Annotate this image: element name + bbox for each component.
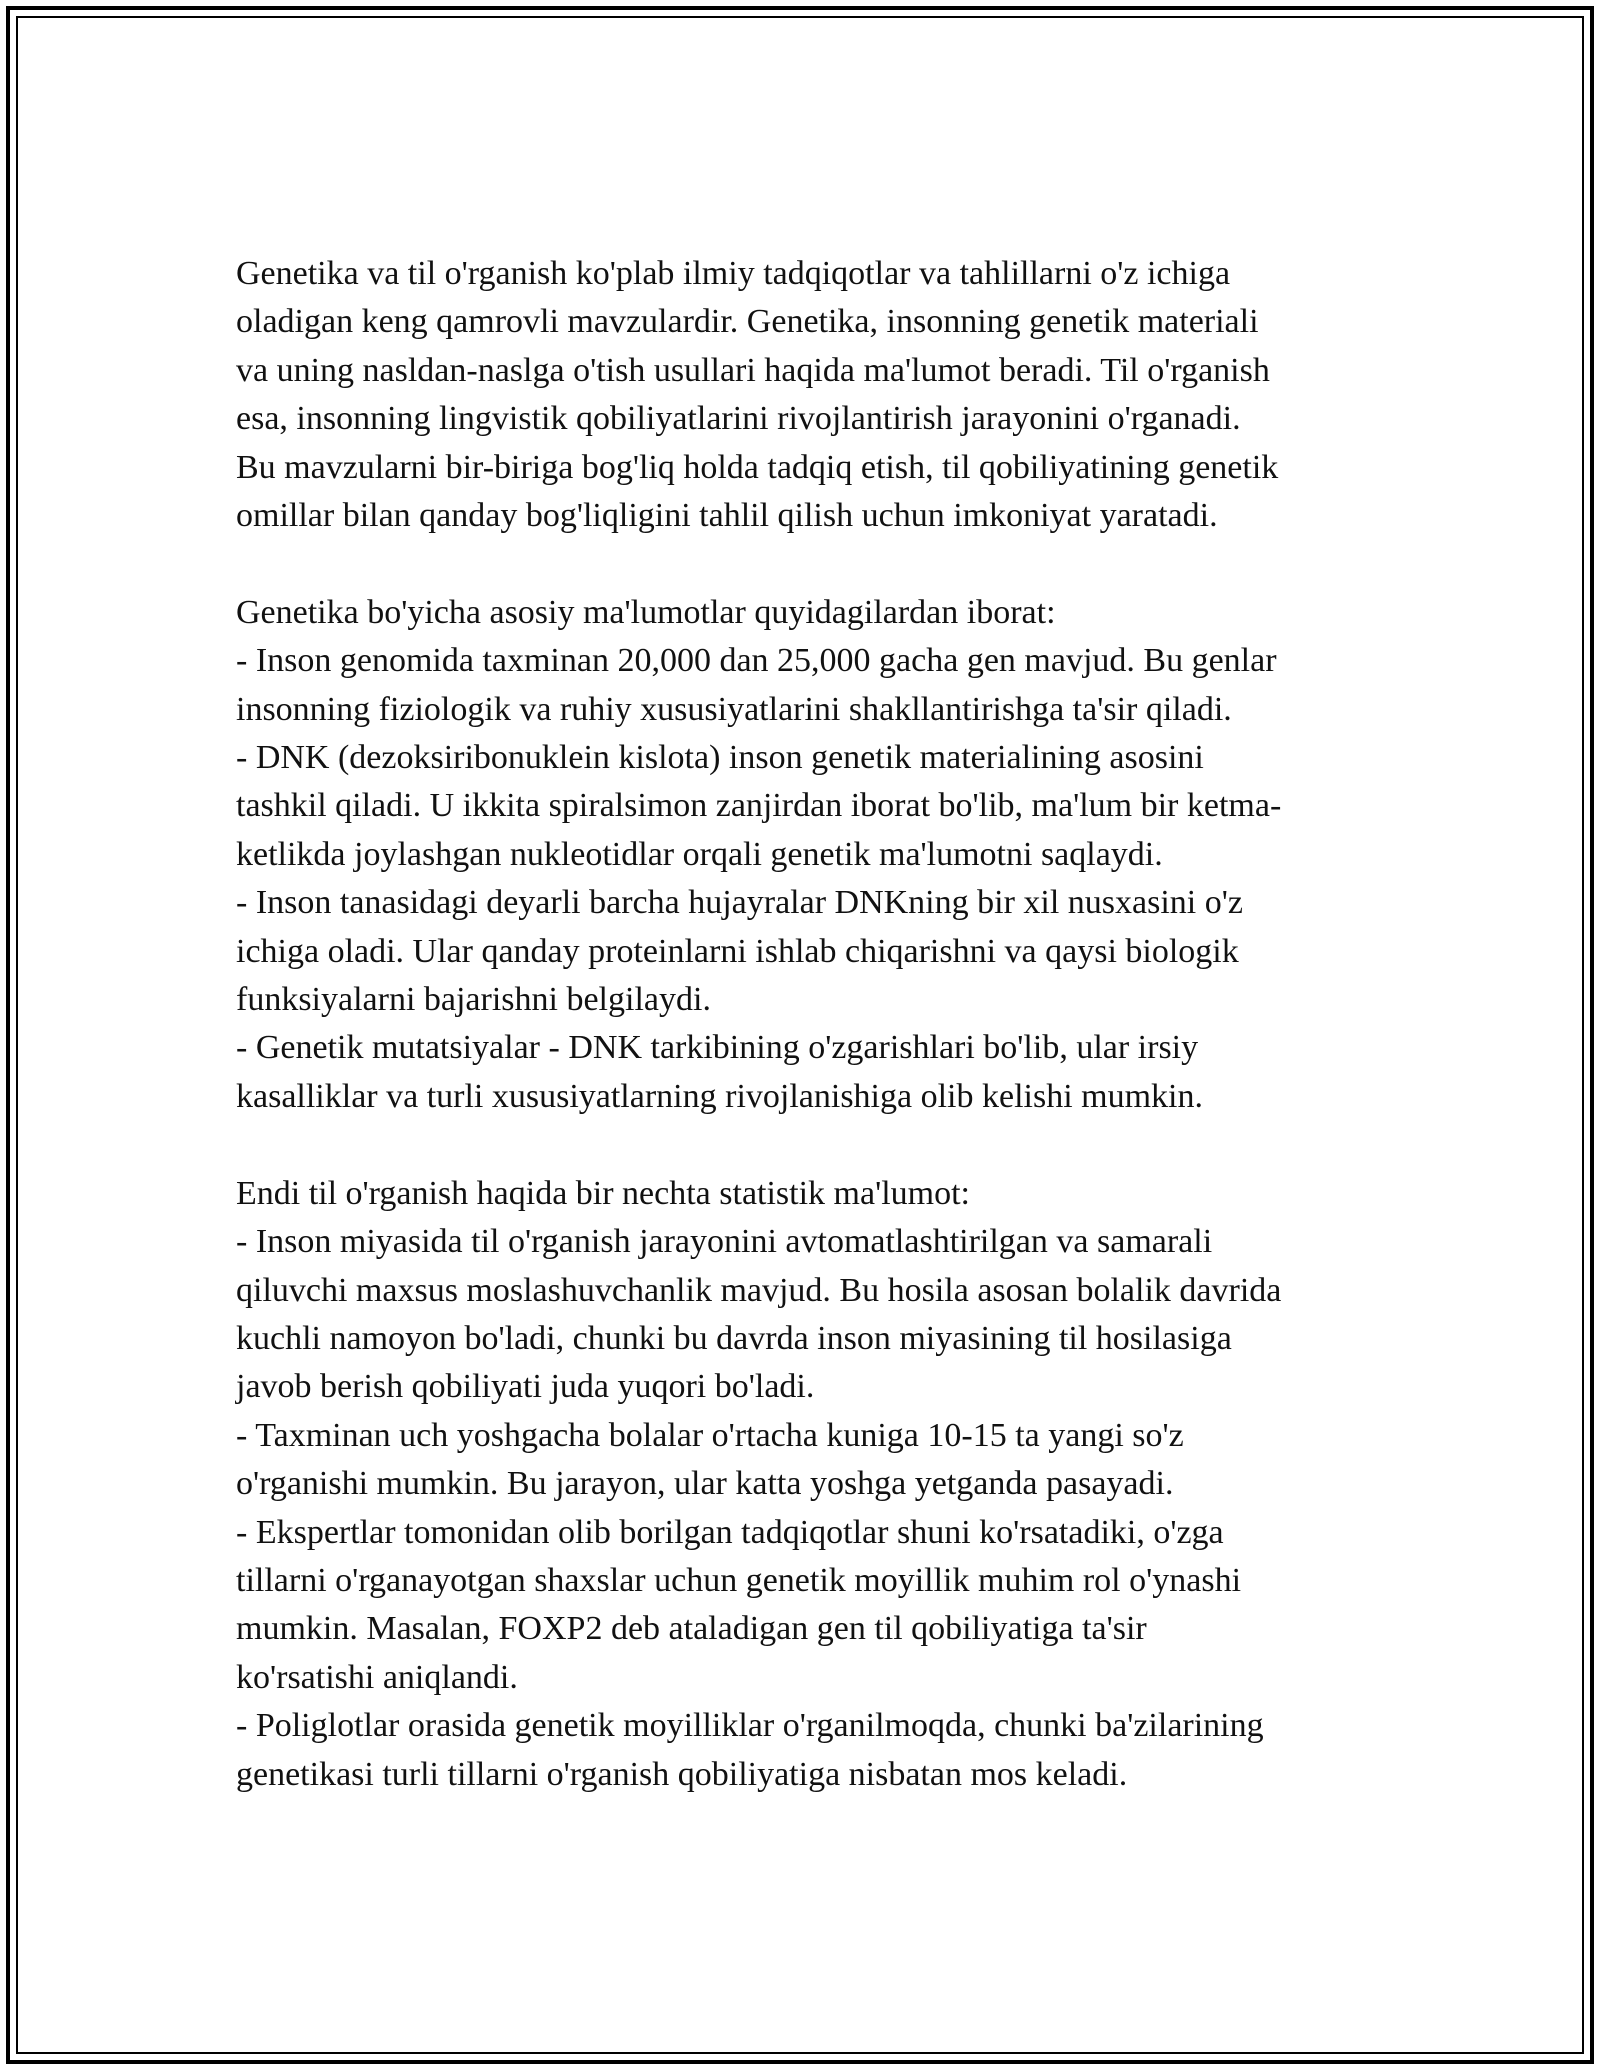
text-line: - Ekspertlar tomonidan olib borilgan tadqiqotlar shuni ko'rsatadiki, o'zga [236,1513,1224,1551]
text-line: insonning fiziologik va ruhiy xususiyatlarini shakllantirishga ta'sir qiladi. [236,690,1232,728]
text-line: - Taxminan uch yoshgacha bolalar o'rtacha kuniga 10-15 ta yangi so'z [236,1416,1184,1454]
text-line: mumkin. Masalan, FOXP2 deb ataladigan gen til qobiliyatiga ta'sir [236,1610,1147,1648]
document-body [236,250,1386,1799]
text-line: kuchli namoyon bo'ladi, chunki bu davrda inson miyasining til hosilasiga [236,1319,1232,1357]
intro-paragraph [236,250,1386,540]
text-line: - Inson miyasida til o'rganish jarayonini avtomatlashtirilgan va samarali [236,1223,1213,1261]
text-line: Bu mavzularni bir-biriga bog'liq holda tadqiq etish, til qobiliyatining genetik [236,448,1279,486]
text-line: - Poliglotlar orasida genetik moyilliklar o'rganilmoqda, chunki ba'zilarining [236,1707,1264,1745]
text-line: va uning nasldan-naslga o'tish usullari haqida ma'lumot beradi. Til o'rganish [236,351,1270,389]
section-heading: Endi til o'rganish haqida bir nechta statistik ma'lumot: [236,1174,971,1212]
text-line: - Inson tanasidagi deyarli barcha hujayralar DNKning bir xil nusxasini o'z [236,884,1243,922]
text-line: - Inson genomida taxminan 20,000 dan 25,000 gacha gen mavjud. Bu genlar [236,642,1277,680]
text-line: oladigan keng qamrovli mavzulardir. Genetika, insonning genetik materiali [236,303,1259,341]
genetics-section [236,589,1386,1121]
paragraph-spacer [236,1121,1386,1169]
text-line: ko'rsatishi aniqlandi. [236,1658,518,1696]
text-line: tashkil qiladi. U ikkita spiralsimon zanjirdan iborat bo'lib, ma'lum bir ketma- [236,787,1282,825]
text-line: - Genetik mutatsiyalar - DNK tarkibining o'zgarishlari bo'lib, ular irsiy [236,1029,1199,1067]
paragraph-spacer [236,540,1386,588]
text-line: Genetika va til o'rganish ko'plab ilmiy tadqiqotlar va tahlillarni o'z ichiga [236,255,1231,292]
text-line: javob berish qobiliyati juda yuqori bo'ladi. [236,1368,815,1406]
text-line: qiluvchi maxsus moslashuvchanlik mavjud. Bu hosila asosan bolalik davrida [236,1271,1282,1309]
text-line: omillar bilan qanday bog'liqligini tahlil qilish uchun imkoniyat yaratadi. [236,497,1218,535]
language-learning-section [236,1170,1386,1799]
text-line: - DNK (dezoksiribonuklein kislota) inson genetik materialining asosini [236,739,1204,777]
section-heading: Genetika bo'yicha asosiy ma'lumotlar quyidagilardan iborat: [236,593,1056,631]
text-line: kasalliklar va turli xususiyatlarning rivojlanishiga olib kelishi mumkin. [236,1077,1203,1115]
text-line: esa, insonning lingvistik qobiliyatlarini rivojlantirish jarayonini o'rganadi. [236,400,1241,438]
text-line: o'rganishi mumkin. Bu jarayon, ular katta yoshga yetganda pasayadi. [236,1465,1174,1503]
text-line: ketlikda joylashgan nukleotidlar orqali genetik ma'lumotni saqlaydi. [236,835,1163,873]
text-line: genetikasi turli tillarni o'rganish qobiliyatiga nisbatan mos keladi. [236,1755,1128,1793]
text-line: tillarni o'rganayotgan shaxslar uchun genetik moyillik muhim rol o'ynashi [236,1561,1242,1599]
text-line: funksiyalarni bajarishni belgilaydi. [236,981,711,1019]
text-line: ichiga oladi. Ular qanday proteinlarni ishlab chiqarishni va qaysi biologik [236,932,1239,970]
